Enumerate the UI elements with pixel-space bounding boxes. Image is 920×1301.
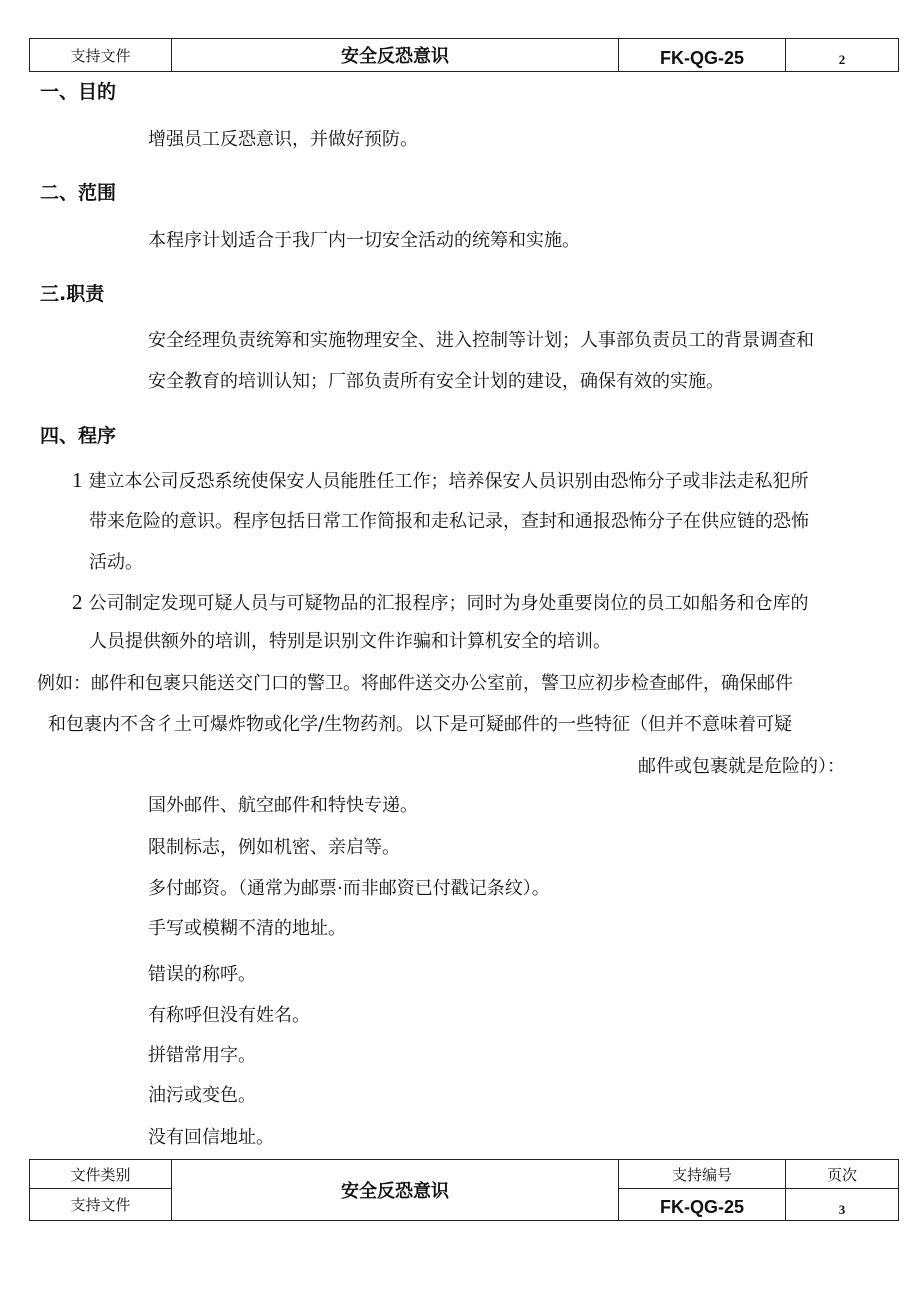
feature-item: 错误的称呼。 xyxy=(148,964,256,985)
footer-code-label: 支持编号 xyxy=(619,1160,786,1189)
example-line-1: 例如：邮件和包裹只能送交门口的警卫。将邮件送交办公室前，警卫应初步检查邮件，确保邮件 xyxy=(37,673,793,694)
feature-item: 拼错常用字。 xyxy=(148,1045,256,1066)
purpose-heading: 一、目的 xyxy=(40,81,117,103)
header-title: 安全反恐意识 xyxy=(172,39,619,72)
scope-heading: 二、范围 xyxy=(40,182,117,204)
procedure-item-2-line-2: 人员提供额外的培训，特别是识别文件诈骗和计算机安全的培训。 xyxy=(89,631,611,652)
item-1-text: 建立本公司反恐系统使保安人员能胜任工作；培养保安人员识别由恐怖分子或非法走私犯所 xyxy=(88,471,809,492)
feature-item: 限制标志，例如机密、亲启等。 xyxy=(148,837,400,858)
header-doc-type: 支持文件 xyxy=(30,39,172,72)
header-table xyxy=(29,38,899,72)
procedure-item-1-line-1 xyxy=(72,468,809,494)
footer-title: 安全反恐意识 xyxy=(172,1160,619,1221)
purpose-text: 增强员工反恐意识，并做好预防。 xyxy=(148,129,418,150)
example-line-2: 和包裹内不含彳土可爆炸物或化学/生物药剂。以下是可疑邮件的一些特征（但并不意味着可疑 xyxy=(48,714,793,735)
feature-item: 油污或变色。 xyxy=(148,1085,256,1106)
header-doc-code: FK-QG-25 xyxy=(619,39,786,72)
duty-heading: 三.职责 xyxy=(40,283,105,305)
procedure-item-1-line-2: 带来危险的意识。程序包括日常工作简报和走私记录，查封和通报恐怖分子在供应链的恐怖 xyxy=(89,511,809,532)
procedure-item-2-line-1 xyxy=(72,590,809,616)
item-2-number: 2 xyxy=(72,590,83,614)
footer-page-label: 页次 xyxy=(786,1160,899,1189)
header-page-no: 2 xyxy=(786,39,899,72)
footer-doc-type: 支持文件 xyxy=(30,1189,172,1221)
feature-item: 国外邮件、航空邮件和特快专递。 xyxy=(148,795,418,816)
footer-table xyxy=(29,1159,899,1221)
procedure-item-1-line-3: 活动。 xyxy=(89,552,143,573)
footer-category-label: 文件类别 xyxy=(30,1160,172,1189)
footer-page-no: 3 xyxy=(786,1189,899,1221)
item-2-text: 公司制定发现可疑人员与可疑物品的汇报程序；同时为身处重要岗位的员工如船务和仓库的 xyxy=(88,593,809,614)
footer-doc-code: FK-QG-25 xyxy=(619,1189,786,1221)
item-1-number: 1 xyxy=(72,468,83,492)
feature-item: 有称呼但没有姓名。 xyxy=(148,1005,310,1026)
duty-line-2: 安全教育的培训认知；厂部负责所有安全计划的建设，确保有效的实施。 xyxy=(148,371,724,392)
feature-item: 多付邮资。（通常为邮票·而非邮资已付戳记条纹）。 xyxy=(148,878,550,899)
example-line-3: 邮件或包裹就是危险的）： xyxy=(638,756,845,777)
scope-text: 本程序计划适合于我厂内一切安全活动的统筹和实施。 xyxy=(148,230,580,251)
procedure-heading: 四、程序 xyxy=(40,425,117,447)
feature-item: 没有回信地址。 xyxy=(148,1127,274,1148)
duty-line-1: 安全经理负责统筹和实施物理安全、进入控制等计划；人事部负责员工的背景调查和 xyxy=(148,330,814,351)
feature-item: 手写或模糊不清的地址。 xyxy=(148,918,346,939)
